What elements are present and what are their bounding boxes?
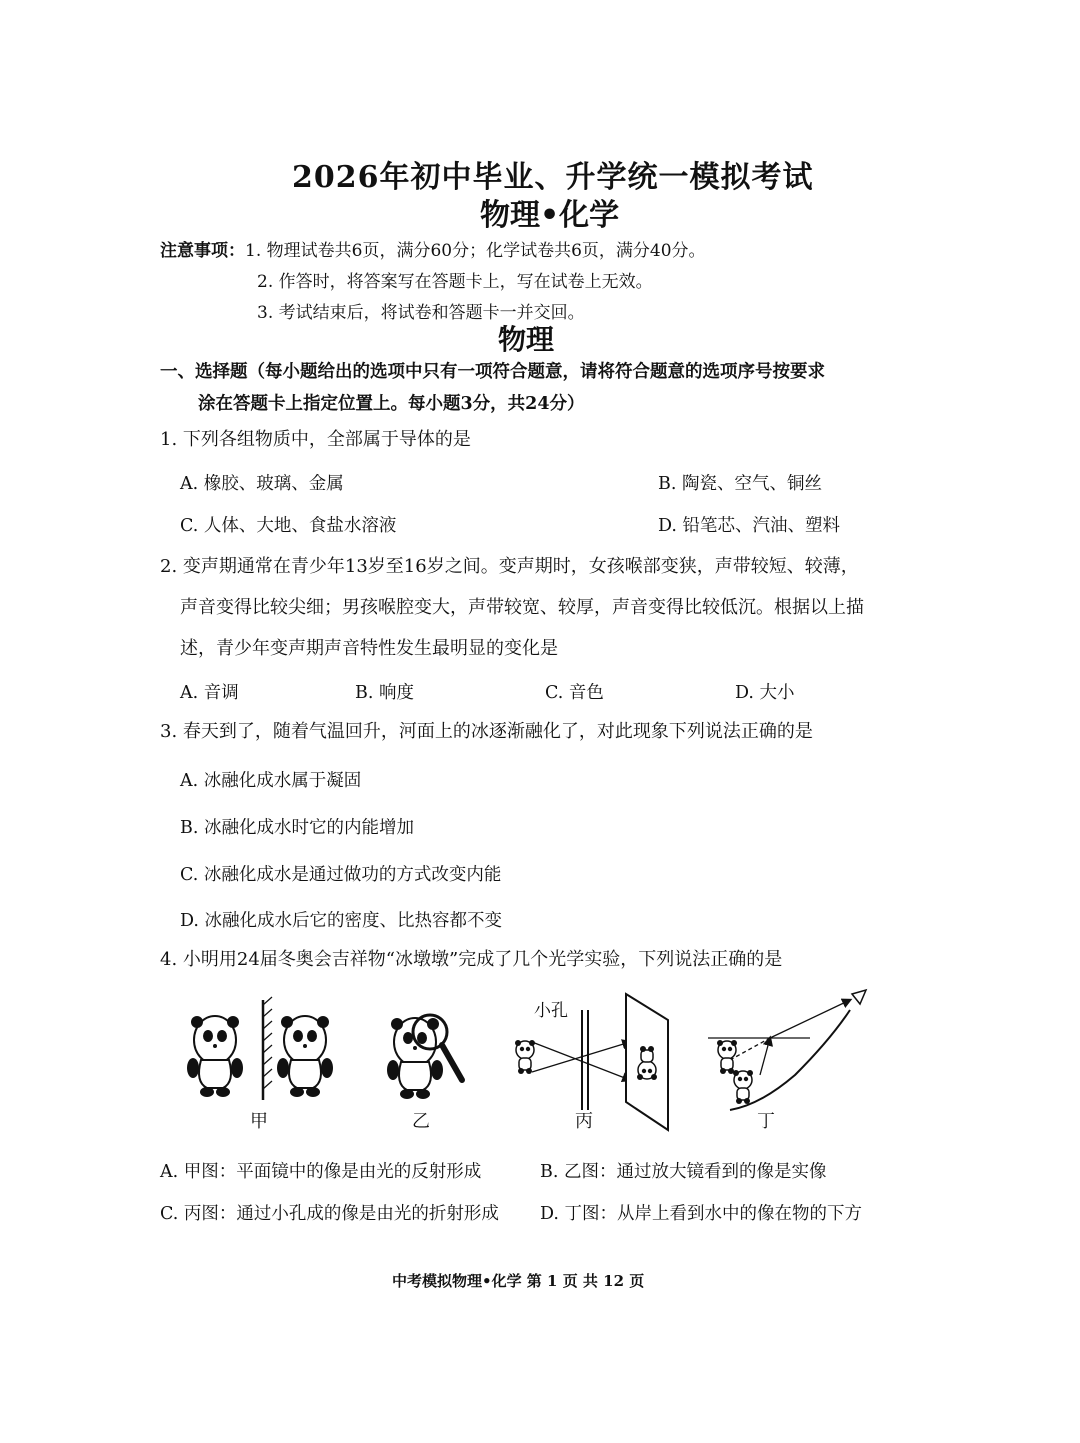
- q2-stem-line2: 声音变得比较尖细；男孩喉腔变大，声带较宽、较厚，声音变得比较低沉。根据以上描: [180, 597, 864, 618]
- figure-label-bing: 丙: [575, 1111, 593, 1132]
- q1-stem: 1. 下列各组物质中，全部属于导体的是: [160, 429, 471, 450]
- q3-stem: 3. 春天到了，随着气温回升，河面上的冰逐渐融化了，对此现象下列说法正确的是: [160, 721, 813, 742]
- q4-option-a: A. 甲图：平面镜中的像是由光的反射形成: [160, 1162, 482, 1182]
- q2-option-c: C. 音色: [545, 683, 604, 703]
- figure-label-yi: 乙: [412, 1111, 430, 1132]
- figure-ding: [708, 990, 866, 1110]
- figure-label-ding: 丁: [757, 1111, 775, 1132]
- notice-item-3: 3. 考试结束后，将试卷和答题卡一并交回。: [257, 303, 585, 323]
- q4-stem: 4. 小明用24届冬奥会吉祥物“冰墩墩”完成了几个光学实验，下列说法正确的是: [160, 949, 783, 970]
- q2-stem-line1: 2. 变声期通常在青少年13岁至16岁之间。变声期时，女孩喉部变狭，声带较短、较薄，: [160, 556, 859, 577]
- pinhole-label: 小孔: [534, 1001, 568, 1021]
- part1-heading-line1: 一、选择题（每小题给出的选项中只有一项符合题意，请将符合题意的选项序号按要求: [160, 362, 825, 382]
- q1-option-d: D. 铅笔芯、汽油、塑料: [658, 516, 841, 536]
- q2-stem-line3: 述，青少年变声期声音特性发生最明显的变化是: [180, 638, 558, 659]
- section-title: 物理: [498, 323, 555, 356]
- notice-item-1: 1. 物理试卷共6页，满分60分；化学试卷共6页，满分40分。: [245, 241, 706, 261]
- q3-option-b: B. 冰融化成水时它的内能增加: [180, 818, 414, 838]
- q4-figures: [160, 980, 920, 1140]
- figure-yi: [387, 1015, 462, 1099]
- q1-option-b: B. 陶瓷、空气、铜丝: [658, 474, 822, 494]
- q3-option-d: D. 冰融化成水后它的密度、比热容都不变: [180, 911, 503, 931]
- q1-option-a: A. 橡胶、玻璃、金属: [180, 474, 344, 494]
- q4-option-c: C. 丙图：通过小孔成的像是由光的折射形成: [160, 1204, 499, 1224]
- q4-option-d: D. 丁图：从岸上看到水中的像在物的下方: [540, 1204, 863, 1224]
- page-footer: 中考模拟物理•化学 第 1 页 共 12 页: [392, 1272, 645, 1290]
- q3-option-c: C. 冰融化成水是通过做功的方式改变内能: [180, 865, 502, 885]
- exam-title: 2026年初中毕业、升学统一模拟考试: [292, 160, 814, 195]
- figure-jia: [187, 997, 333, 1100]
- figure-label-jia: 甲: [250, 1111, 268, 1132]
- notice-label: 注意事项：: [160, 241, 245, 261]
- q2-option-a: A. 音调: [180, 683, 239, 703]
- q2-option-b: B. 响度: [355, 683, 414, 703]
- notice-item-2: 2. 作答时，将答案写在答题卡上，写在试卷上无效。: [257, 272, 653, 292]
- q4-option-b: B. 乙图：通过放大镜看到的像是实像: [540, 1162, 827, 1182]
- q3-option-a: A. 冰融化成水属于凝固: [180, 771, 362, 791]
- exam-subtitle: 物理•化学: [480, 198, 620, 233]
- q2-option-d: D. 大小: [735, 683, 795, 703]
- q1-option-c: C. 人体、大地、食盐水溶液: [180, 516, 397, 536]
- part1-heading-line2: 涂在答题卡上指定位置上。每小题3分，共24分）: [198, 394, 585, 414]
- notice-block: [160, 236, 706, 261]
